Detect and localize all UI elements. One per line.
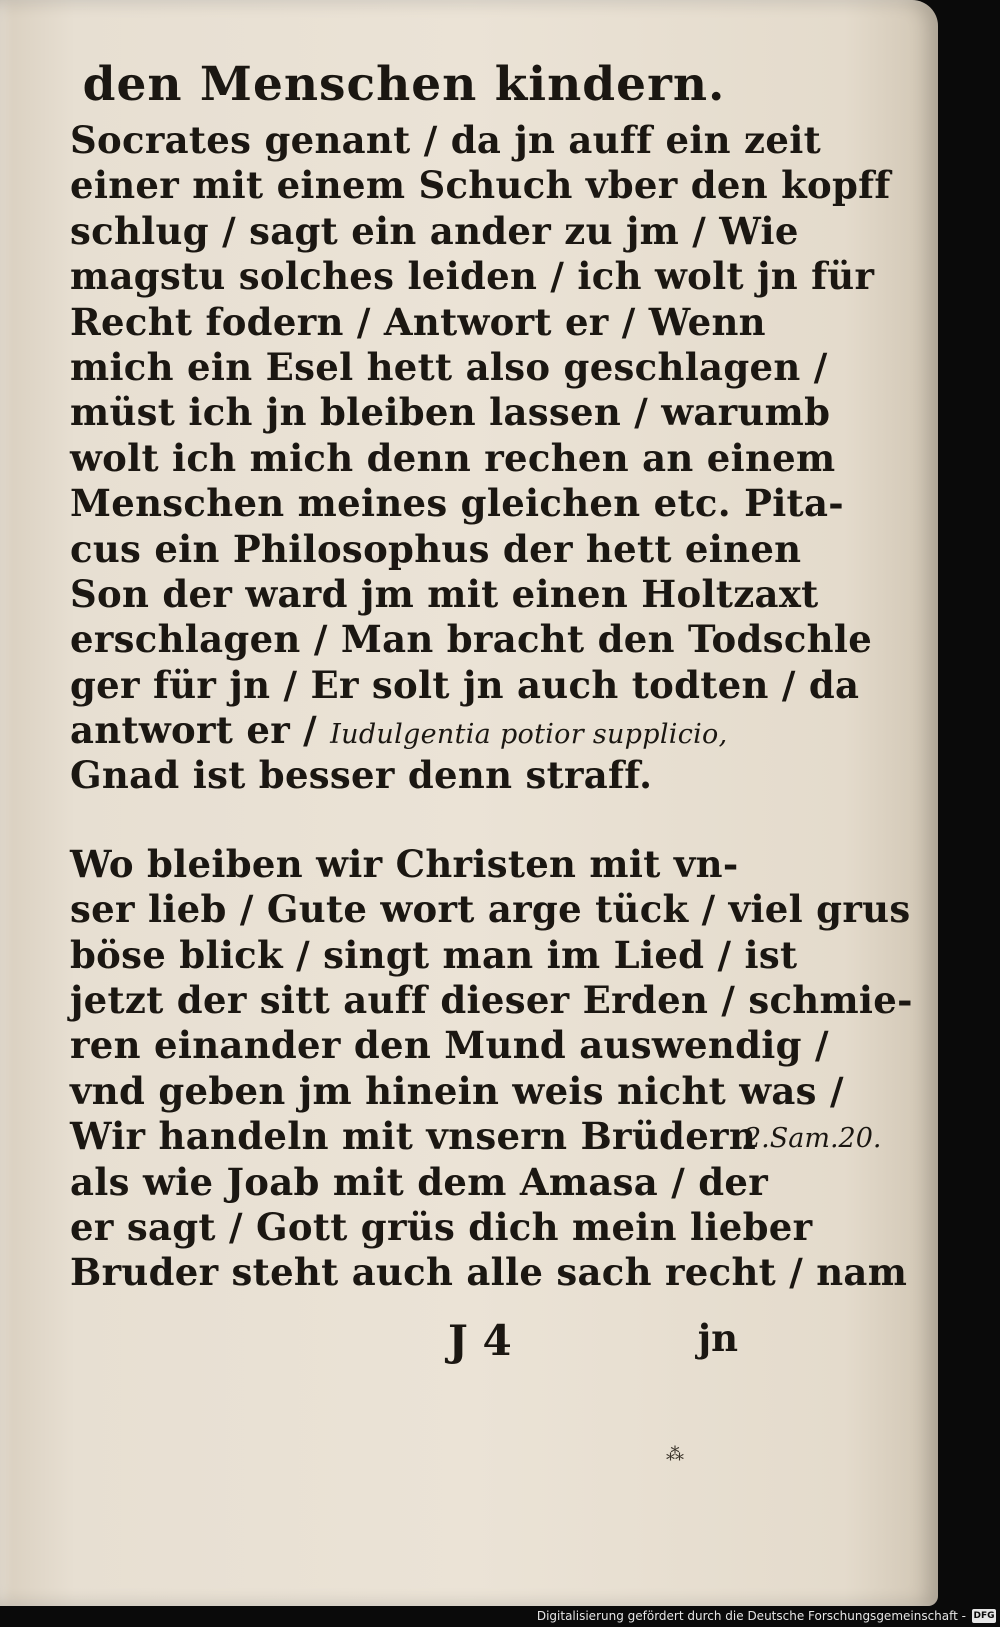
- text-line: er sagt / Gott grüs dich mein lieber: [70, 1204, 813, 1249]
- marginal-note: 2.Sam.20.: [744, 1123, 882, 1154]
- text-line: mich ein Esel hett also geschlagen /: [70, 344, 828, 389]
- text-line: Bruder steht auch alle sach recht / nam: [70, 1250, 908, 1295]
- text-line: vnd geben jm hinein weis nicht was /: [70, 1068, 844, 1113]
- text-line: magstu solches leiden / ich wolt jn für: [70, 254, 875, 299]
- text-line: erschlagen / Man bracht den Todschle: [70, 617, 873, 662]
- text-line: Socrates genant / da jn auff ein zeit: [70, 118, 821, 162]
- text-line: einer mit einem Schuch vber den kopff: [70, 163, 891, 208]
- latin-line-prefix: antwort er /: [70, 708, 331, 753]
- text-line: Wir handeln mit vnsern Brüdern: [70, 1114, 757, 1159]
- paragraph-gap: [70, 799, 738, 842]
- latin-phrase: Iudulgentia potior supplicio,: [330, 719, 728, 751]
- latin-quote-line: [70, 708, 738, 753]
- footer-bar: [0, 1606, 1000, 1627]
- text-line: jetzt der sitt auff dieser Erden / schmie-: [70, 978, 913, 1023]
- text-line: cus ein Philosophus der hett einen: [70, 526, 802, 571]
- text-line: Menschen meines gleichen etc. Pita-: [70, 481, 844, 526]
- running-head: den Menschen kindern.: [82, 57, 726, 112]
- paragraph-last-line: Gnad ist besser denn straff.: [70, 753, 653, 798]
- catchword: jn: [697, 1316, 738, 1360]
- text-line: Wo bleiben wir Christen mit vn-: [70, 841, 739, 886]
- ornament-icon: ⁂: [666, 1444, 684, 1465]
- text-line: ser lieb / Gute wort arge tück / viel grus: [70, 887, 911, 932]
- catchline: [70, 1316, 738, 1364]
- text-line: schlug / sagt ein ander zu jm / Wie: [70, 208, 799, 253]
- text-line: müst ich jn bleiben lassen / warumb: [70, 390, 831, 435]
- text-line: ren einander den Mund auswendig /: [70, 1023, 829, 1068]
- text-line: Recht fodern / Antwort er / Wenn: [70, 299, 766, 344]
- text-line: böse blick / singt man im Lied / ist: [70, 932, 798, 977]
- text-line: Son der ward jm mit einen Holtzaxt: [70, 571, 819, 616]
- dfg-logo-icon: DFG: [973, 1611, 995, 1621]
- text-line: wolt ich mich denn rechen an einem: [70, 435, 836, 480]
- footer-credit: Digitalisierung gefördert durch die Deutsche Forschungsgemeinschaft -: [536, 1609, 966, 1623]
- signature-mark: J 4: [448, 1316, 512, 1365]
- text-line: ger für jn / Er solt jn auch todten / da: [70, 662, 860, 707]
- text-line: als wie Joab mit dem Amasa / der: [70, 1159, 769, 1204]
